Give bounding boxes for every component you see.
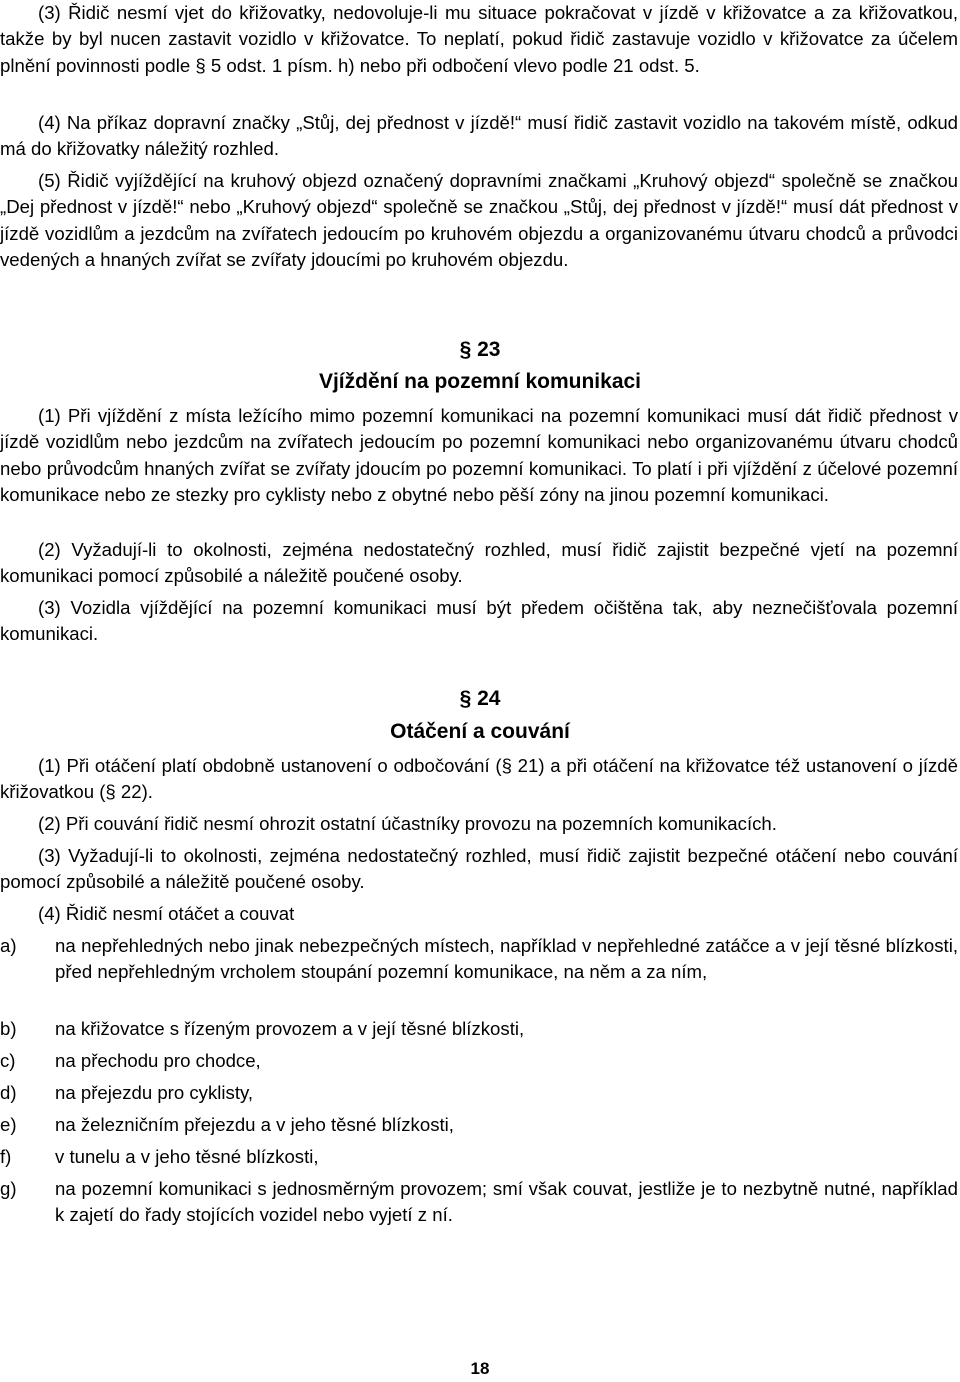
section-23-number: § 23 [459,338,501,361]
list-item-text: na pozemní komunikaci s jednosměrným provozem; smí však couvat, jestliže je to nezbytně nutné, například k zajetí do řady stojících vozidel nebo vyjetí z ní. [55,1178,958,1226]
paragraph-23-2: (2) Vyžadují-li to okolnosti, zejména nedostatečný rozhled, musí řidič zajistit bezpečné vjetí na pozemní komunikaci pomocí způsobilé a náležitě poučené osoby. [0,539,958,587]
list-item [0,933,958,986]
list-item-label: e) [0,1114,17,1135]
section-24-title: Otáčení a couvání [390,720,570,743]
list-item [0,1176,958,1229]
paragraph-24-1: (1) Při otáčení platí obdobně ustanovení o odbočování (§ 21) a při otáčení na křižovatce též ustanovení o jízdě křižovatkou (§ 22). [0,755,958,803]
page-number: 18 [470,1359,490,1378]
list-item-label: a) [0,935,17,956]
paragraph-24-4: (4) Řidič nesmí otáčet a couvat [38,903,295,924]
list-item-text: na nepřehledných nebo jinak nebezpečných místech, například v nepřehledné zatáčce a v její těsné blízkosti, před nepřehledným vrcholem stoupání pozemní komunikace, na něm a za ním, [55,935,958,983]
list-item-label: d) [0,1082,17,1103]
paragraph-23-3: (3) Vozidla vjíždějící na pozemní komunikaci musí být předem očištěna tak, aby neznečišťovala pozemní komunikaci. [0,597,958,645]
paragraph-24-3: (3) Vyžadují-li to okolnosti, zejména nedostatečný rozhled, musí řidič zajistit bezpečné otáčení nebo couvání pomocí způsobilé a náležitě poučené osoby. [0,845,958,893]
list-item [0,1048,958,1074]
paragraph-22-4: (4) Na příkaz dopravní značky „Stůj, dej přednost v jízdě!“ musí řidič zastavit vozidlo na takovém místě, odkud má do křižovatky náležitý rozhled. [0,112,958,160]
paragraph-22-5: (5) Řidič vyjíždějící na kruhový objezd označený dopravními značkami „Kruhový objezd“ společně se značkou „Dej přednost v jízdě!“ nebo „Kruhový objezd“ společně se značkou „Stůj, dej přednost v jízdě!“ musí dát přednost v jízdě vozidlům a jezdcům na zvířatech jedoucím po kruhovém objezdu a organizovanému útvaru chodců a průvodci vedených a hnaných zvířat se zvířaty jdoucími po kruhovém objezdu. [0,170,958,270]
paragraph-22-3: (3) Řidič nesmí vjet do křižovatky, nedovoluje-li mu situace pokračovat v jízdě v křižovatce a za křižovatkou, takže by byl nucen zastavit vozidlo v křižovatce. To neplatí, pokud řidič zastavuje vozidlo v křižovatce za účelem plnění povinnosti podle § 5 odst. 1 písm. h) nebo při odbočení vlevo podle 21 odst. 5. [0,2,958,76]
section-23-title: Vjíždění na pozemní komunikaci [318,370,642,393]
section-24-number: § 24 [459,687,501,710]
paragraph-23-1: (1) Při vjíždění z místa ležícího mimo pozemní komunikaci na pozemní komunikaci musí dát řidič přednost v jízdě vozidlům nebo jezdcům na zvířatech jedoucím po pozemní komunikaci nebo organizovanému útvaru chodců nebo průvodcům hnaných zvířat se zvířaty jdoucím po pozemní komunikaci. To platí i při vjíždění z účelové pozemní komunikace nebo ze stezky pro cyklisty nebo z obytné nebo pěší zóny na jinou pozemní komunikaci. [0,405,958,505]
list-item-label: c) [0,1050,16,1071]
list-item [0,1144,958,1170]
list-item [0,1112,958,1138]
list-item-text: na železničním přejezdu a v jeho těsné blízkosti, [55,1114,454,1135]
list-item-label: b) [0,1018,17,1039]
list-item-text: v tunelu a v jeho těsné blízkosti, [55,1146,319,1167]
list-item [0,1080,958,1106]
paragraph-24-2: (2) Při couvání řidič nesmí ohrozit ostatní účastníky provozu na pozemních komunikacích. [38,813,777,834]
list-item-text: na přechodu pro chodce, [55,1050,261,1071]
list-item-text: na křižovatce s řízeným provozem a v její těsné blízkosti, [55,1018,525,1039]
list-item-label: f) [0,1146,12,1167]
list-item-text: na přejezdu pro cyklisty, [55,1082,254,1103]
list-item-label: g) [0,1178,17,1199]
list-item [0,1016,958,1042]
